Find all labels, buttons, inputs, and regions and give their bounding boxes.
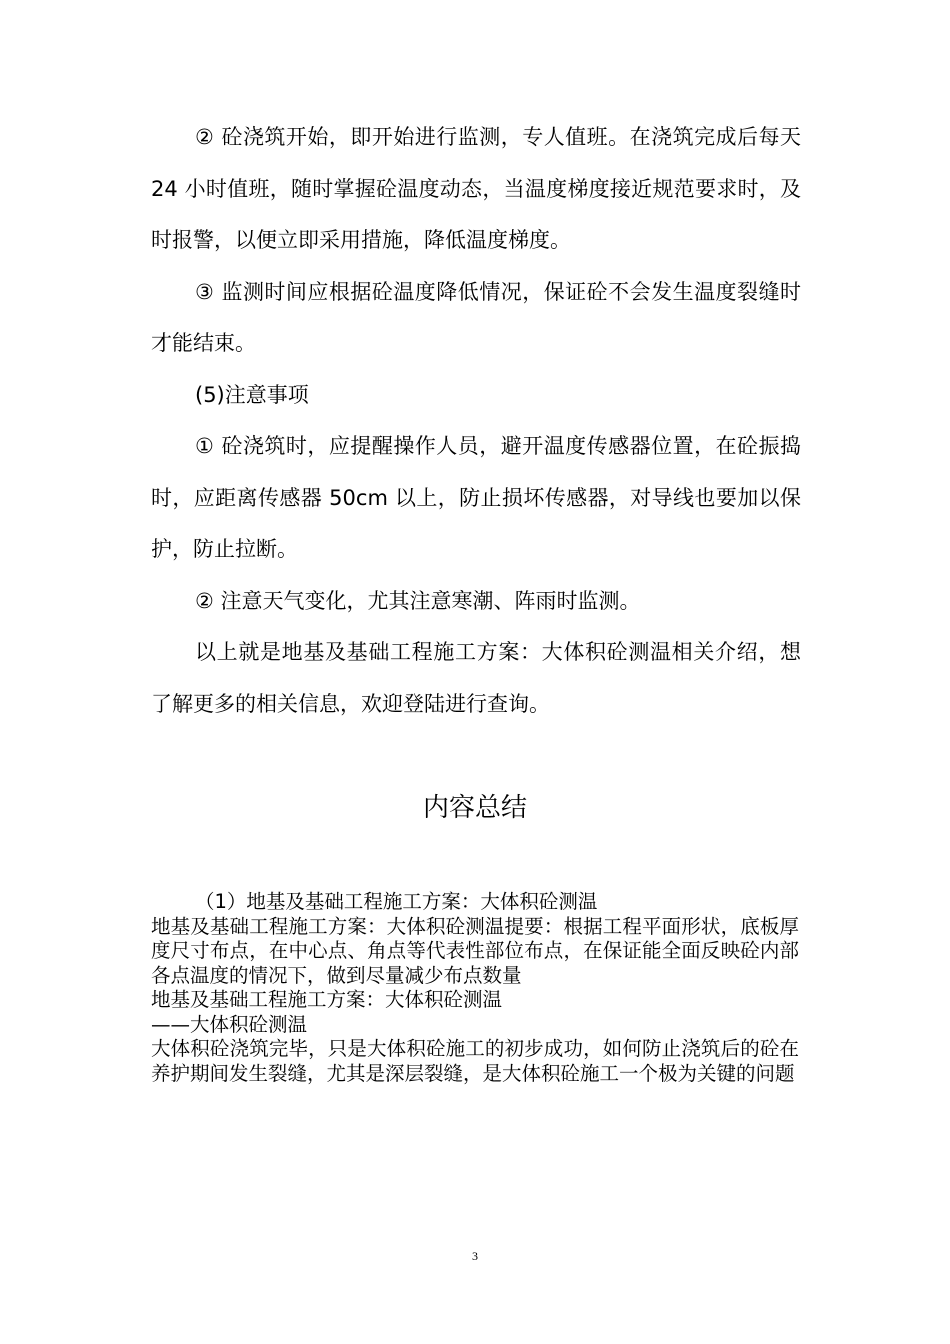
paragraph-monitoring-duty: ② 砼浇筑开始，即开始进行监测，专人值班。在浇筑完成后每天 24 小时值班，随时掌握砼温度动态，当温度梯度接近规范要求时，及时报警，以便立即采用措施，降低温度梯度。 [151,125,801,252]
paragraph-sensor-protection: ① 砼浇筑时，应提醒操作人员，避开温度传感器位置，在砼振捣时，应距离传感器 50cm 以上，防止损坏传感器，对导线也要加以保护，防止拉断。 [151,434,801,561]
paragraph-closing: 以上就是地基及基础工程施工方案：大体积砼测温相关介绍，想了解更多的相关信息，欢迎登陆进行查询。 [151,640,801,716]
summary-title: 内容总结 [422,793,527,823]
summary-line: ——大体积砼测温 [151,1012,308,1036]
summary-line: 地基及基础工程施工方案：大体积砼测温 [151,988,503,1011]
page-number: 3 [472,1249,478,1263]
summary-line: 大体积砼浇筑完毕，只是大体积砼施工的初步成功，如何防止浇筑后的砼在养护期间发生裂缝，尤其是深层裂缝，是大体积砼施工一个极为关键的问题 [151,1037,799,1085]
section-heading-notes: (5)注意事项 [195,382,309,407]
paragraph-weather: ② 注意天气变化，尤其注意寒潮、阵雨时监测。 [195,588,641,613]
body-text [151,112,801,730]
summary-line: （1）地基及基础工程施工方案：大体积砼测温 [195,890,598,913]
paragraph-monitoring-end: ③ 监测时间应根据砼温度降低情况，保证砼不会发生温度裂缝时才能结束。 [151,279,801,355]
summary-section [151,890,799,1086]
summary-line: 地基及基础工程施工方案：大体积砼测温提要：根据工程平面形状，底板厚度尺寸布点，在中心点、角点等代表性部位布点，在保证能全面反映砼内部各点温度的情况下，做到尽量减少布点数量 [151,914,799,987]
